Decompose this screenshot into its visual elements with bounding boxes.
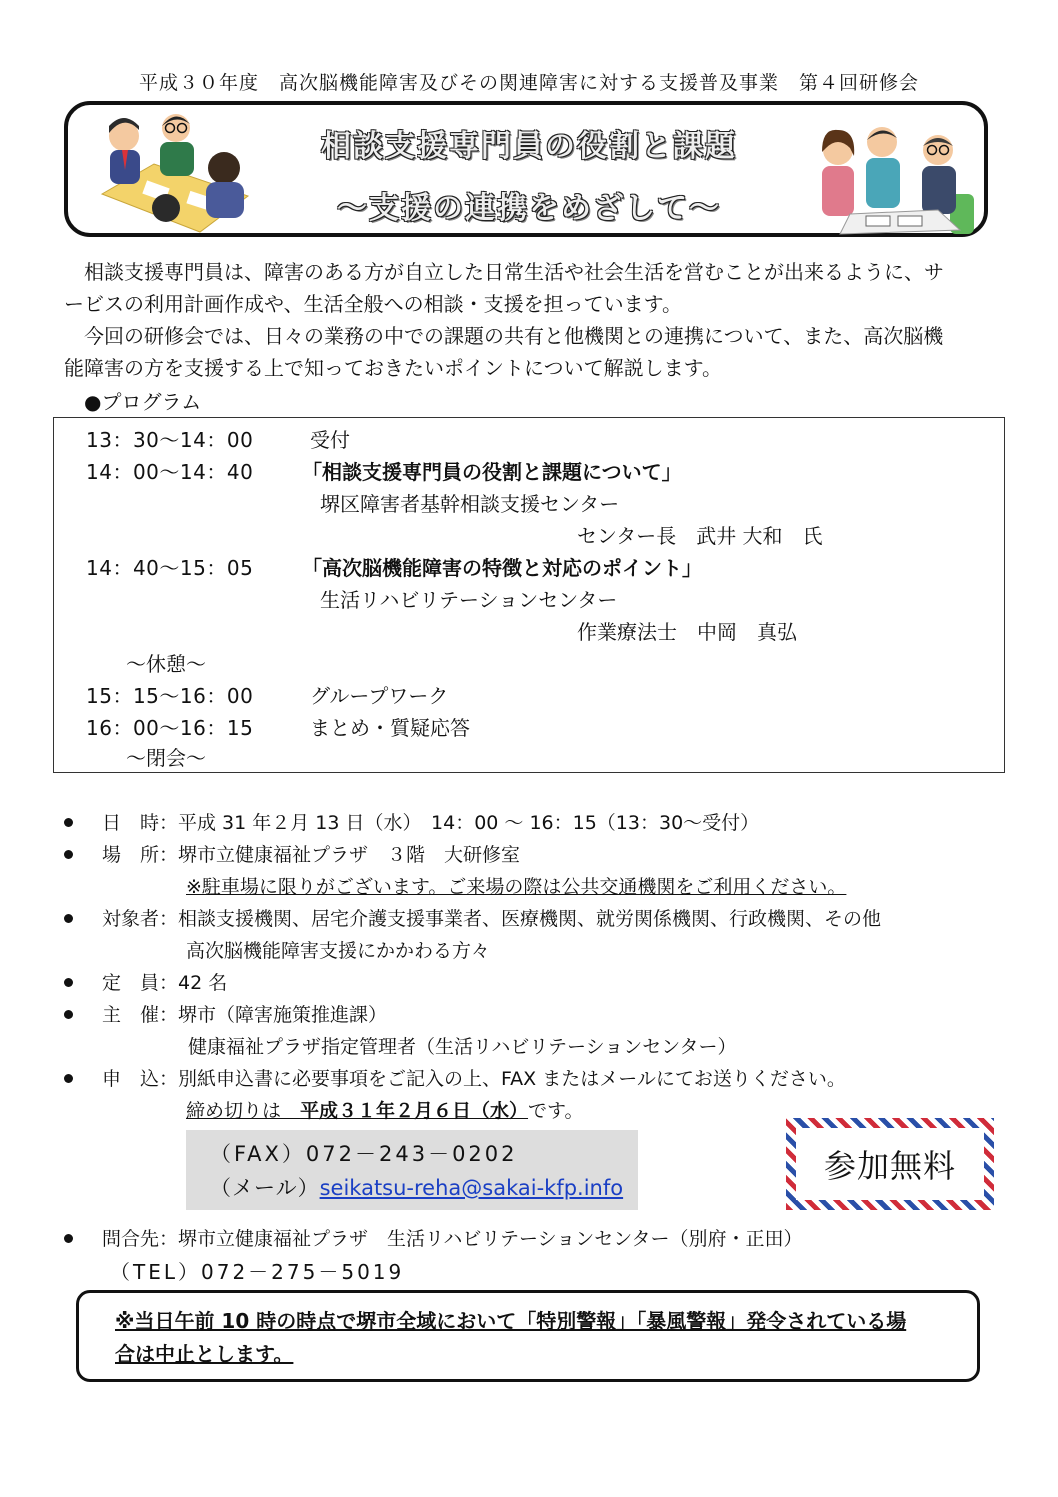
info-organizer: 主 催：堺市（障害施策推進課） [102,1004,388,1026]
info-date: 日 時：平成 31 年２月 13 日（水） 14：00 ～ 16：15（13：30～受付） [102,812,760,834]
intro-line: 能障害の方を支援する上で知っておきたいポイントについて解説します。 [64,356,722,380]
info-apply: 申 込：別紙申込書に必要事項をご記入の上、FAX またはメールにてお送りください。 [102,1068,846,1090]
meeting-people-illustration [96,108,256,234]
program-box [53,417,1005,773]
bullet-icon [64,1234,73,1243]
program-item: 「相談支援専門員の役割と課題について」 [302,460,682,484]
notice-line: 合は中止とします。 [115,1342,294,1366]
info-target: 対象者：相談支援機関、居宅介護支援事業者、医療機関、就労関係機関、行政機関、その他 [102,908,882,930]
contact-box [186,1130,638,1210]
info-inquiry: 問合先：堺市立健康福祉プラザ 生活リハビリテーションセンター（別府・正田） [102,1228,803,1250]
consultation-people-illustration [810,118,980,236]
program-time: 13：30～14：00 [86,428,254,452]
mail-link[interactable]: seikatsu-reha@sakai-kfp.info [319,1176,624,1200]
program-org: 生活リハビリテーションセンター [320,588,618,612]
mail-line [210,1172,623,1202]
notice-line: ※当日午前 10 時の時点で堺市全域において「特別警報」「暴風警報」発令されている場 [115,1309,907,1333]
program-time: 14：00～14：40 [86,460,254,484]
bullet-icon [64,978,73,987]
free-badge-label: 参加無料 [796,1128,984,1200]
bullet-icon [64,1010,73,1019]
program-break: ～休憩～ [126,652,206,676]
program-item: まとめ・質疑応答 [310,716,470,740]
deadline-suffix: です。 [528,1100,584,1122]
program-time: 14：40～15：05 [86,556,254,580]
intro-line: ービスの利用計画作成や、生活全般への相談・支援を担っています。 [64,292,682,316]
info-capacity: 定 員：42 名 [102,972,228,994]
bullet-icon [64,850,73,859]
program-speaker: 作業療法士 中岡 真弘 [577,620,797,644]
free-badge [786,1118,994,1210]
bullet-icon [64,1074,73,1083]
notice-box [76,1290,980,1382]
parking-note: ※駐車場に限りがございます。ご来場の際は公共交通機関をご利用ください。 [186,876,847,898]
mail-label: （メール） [210,1176,320,1200]
event-header: 平成３０年度 高次脳機能障害及びその関連障害に対する支援普及事業 第４回研修会 [138,72,919,94]
main-title: 相談支援専門員の役割と課題 [321,129,737,164]
program-item: 受付 [310,428,350,452]
info-place: 場 所：堺市立健康福祉プラザ ３階 大研修室 [102,844,521,866]
deadline-prefix: 締め切りは [186,1100,301,1122]
deadline [186,1096,584,1123]
intro-line: 今回の研修会では、日々の業務の中での課題の共有と他機関との連携について、また、高次脳機 [64,324,944,348]
notice-text [115,1305,955,1371]
program-time: 15：15～16：00 [86,684,254,708]
bullet-icon [64,914,73,923]
program-heading: ●プログラム [84,390,202,414]
bullet-icon [64,818,73,827]
intro-text [64,256,998,384]
program-item: グループワーク [310,684,449,708]
fax-number: （FAX）072－243－0202 [210,1142,518,1166]
program-time: 16：00～16：15 [86,716,254,740]
program-org: 堺区障害者基幹相談支援センター [320,492,620,516]
info-target-cont: 高次脳機能障害支援にかかわる方々 [186,940,491,962]
info-organizer-cont: 健康福祉プラザ指定管理者（生活リハビリテーションセンター） [188,1036,737,1058]
program-item: 「高次脳機能障害の特徴と対応のポイント」 [302,556,702,580]
deadline-date: 平成３１年２月６日（水） [300,1100,529,1122]
intro-line: 相談支援専門員は、障害のある方が自立した日常生活や社会生活を営むことが出来るように、サ [64,260,944,284]
program-speaker: センター長 武井 大和 氏 [577,524,823,548]
info-tel: （TEL）072－275－5019 [110,1260,405,1284]
program-close: ～閉会～ [126,746,206,770]
sub-title: ～支援の連携をめざして～ [337,191,721,226]
